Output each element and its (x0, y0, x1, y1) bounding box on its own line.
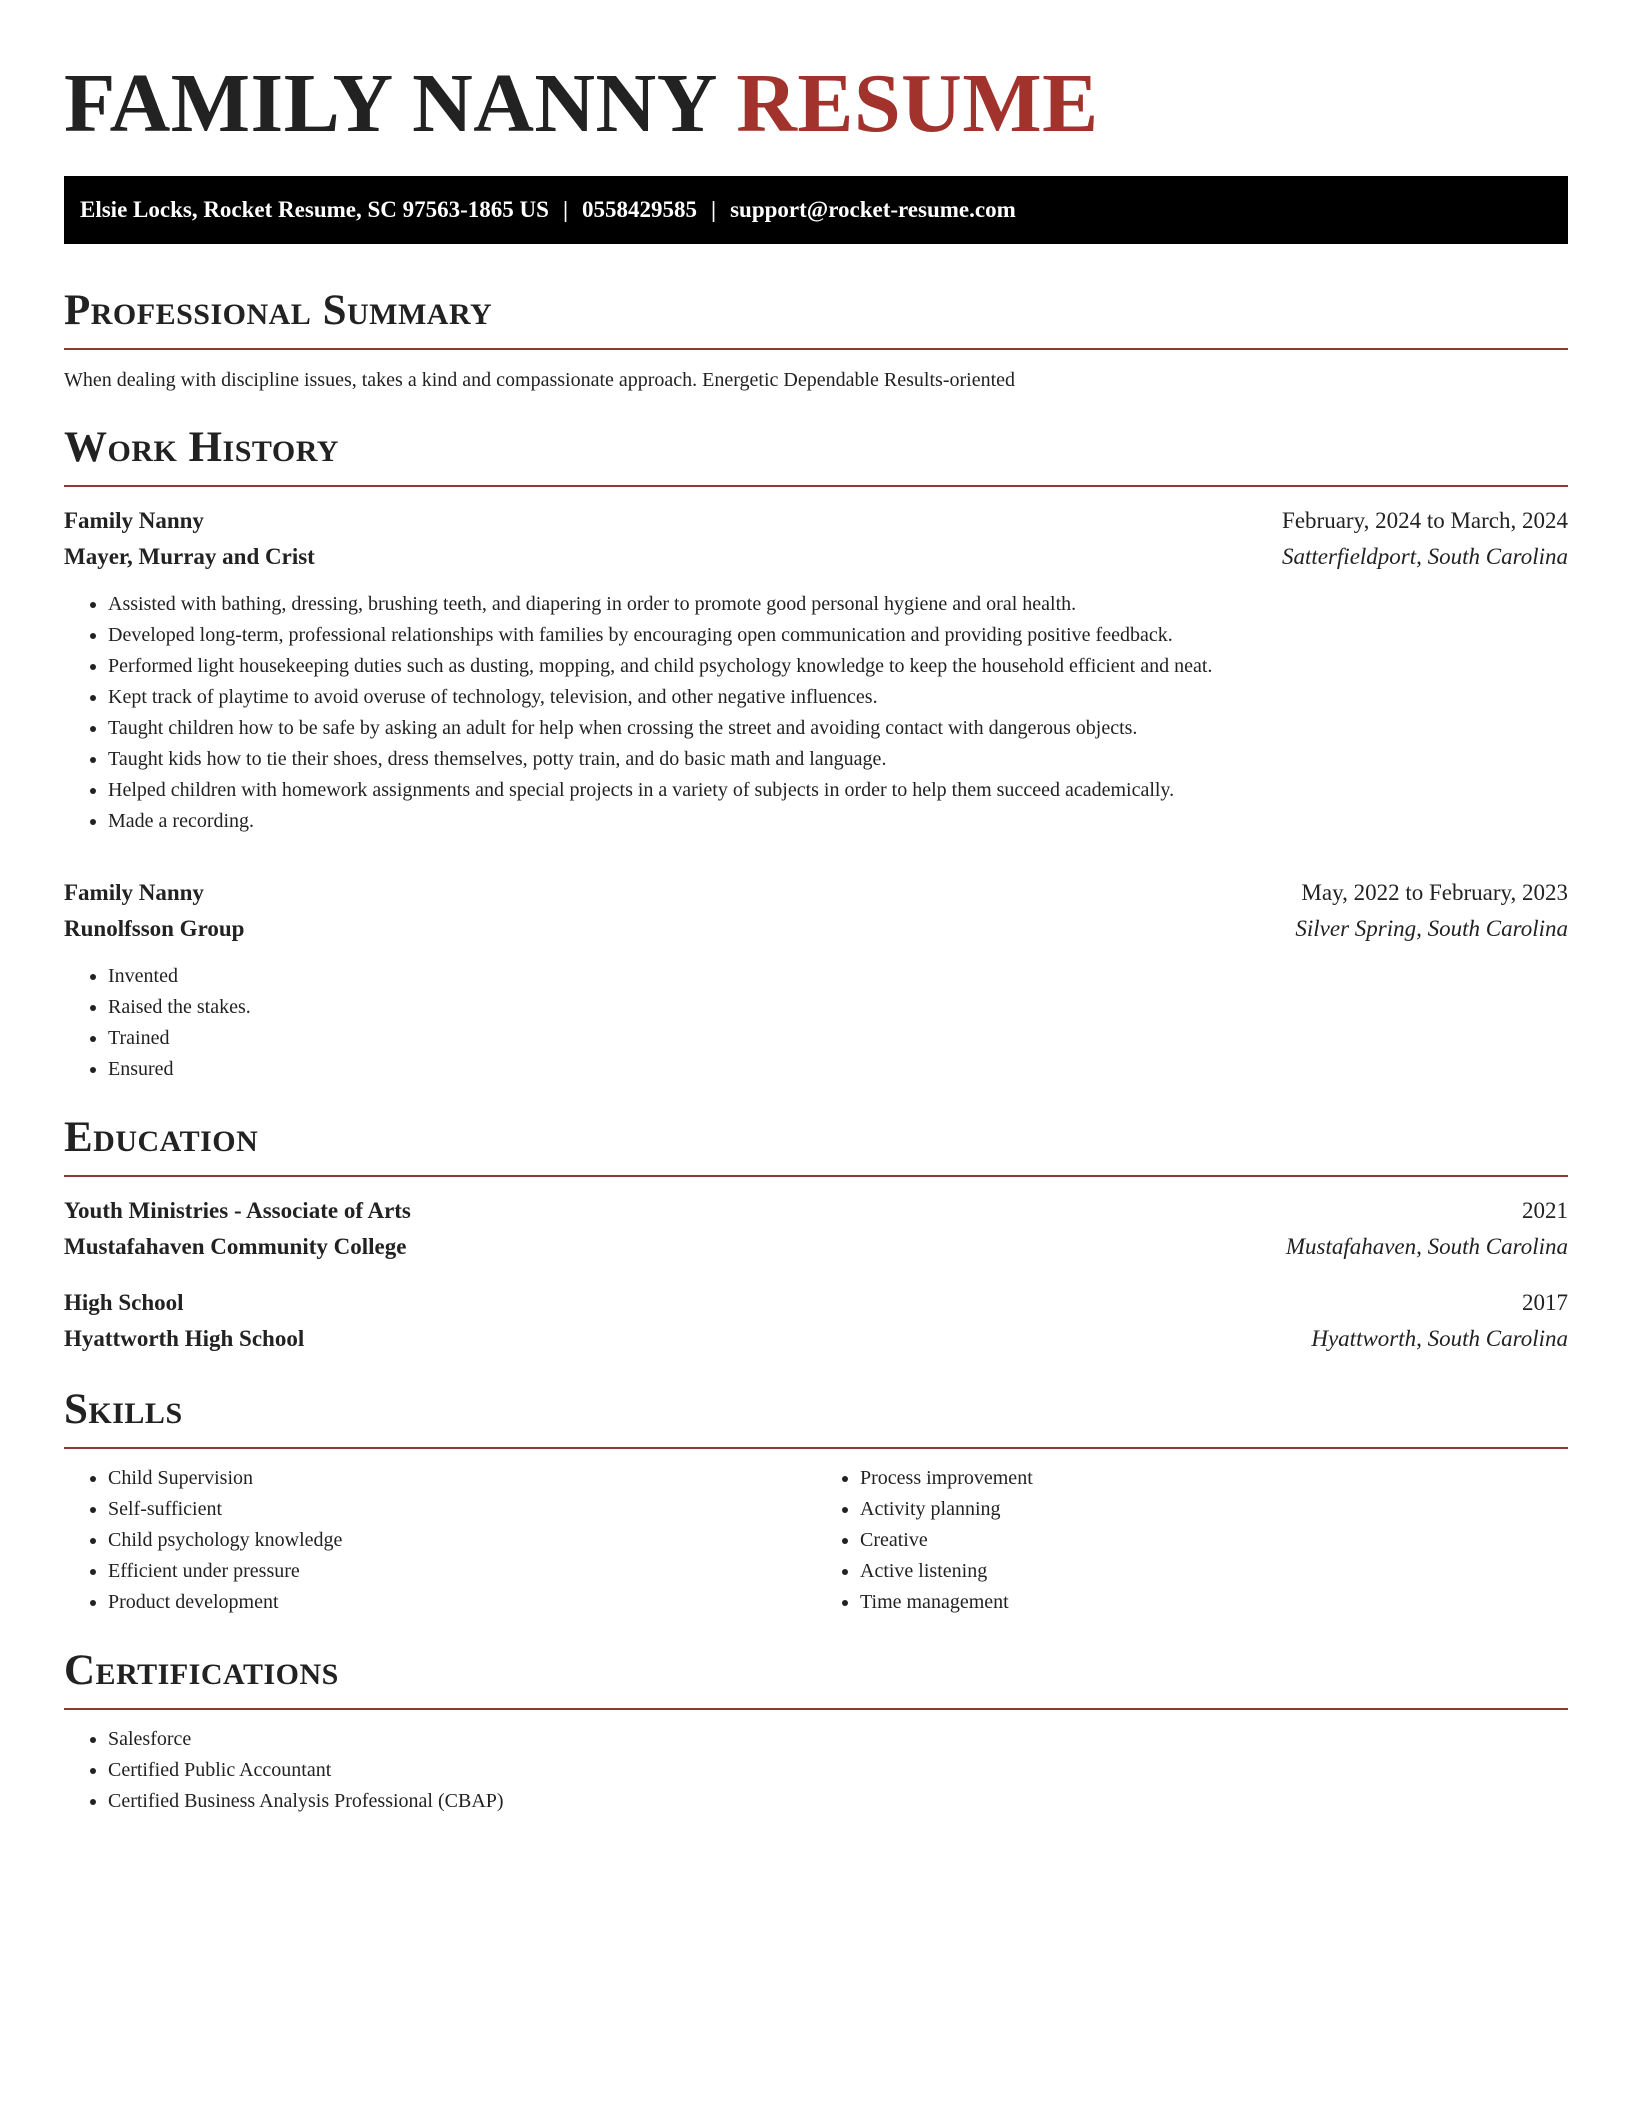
degree-name: High School (64, 1290, 184, 1315)
skills-heading: Skills (64, 1385, 1568, 1449)
certifications-list (64, 1724, 1568, 1817)
list-item: • Raised the stakes. (108, 992, 1568, 1023)
certifications-heading: Certifications (64, 1646, 1568, 1710)
education-entry-subheader (64, 1321, 1568, 1357)
certifications-section (64, 1646, 1568, 1817)
contact-separator: | (711, 197, 717, 222)
graduation-year: 2017 (1522, 1290, 1568, 1315)
list-item: • Active listening (860, 1556, 1568, 1587)
title-first-part: FAMILY NANNY (64, 57, 715, 150)
job-duties-list (64, 589, 1568, 837)
list-item: • Taught kids how to tie their shoes, dress themselves, potty train, and do basic math and language. (108, 744, 1568, 775)
degree-name: Youth Ministries - Associate of Arts (64, 1198, 411, 1223)
education-entry-header (64, 1285, 1568, 1321)
work-entry-subheader (64, 539, 1568, 575)
contact-address: Elsie Locks, Rocket Resume, SC 97563-1865 US (80, 197, 549, 222)
summary-heading: Professional Summary (64, 286, 1568, 350)
list-item: • Creative (860, 1525, 1568, 1556)
work-entry-header (64, 875, 1568, 911)
list-item: • Kept track of playtime to avoid overuse of technology, television, and other negative influences. (108, 682, 1568, 713)
list-item: • Time management (860, 1587, 1568, 1618)
school-location: Mustafahaven, South Carolina (1285, 1234, 1568, 1259)
list-item: • Child Supervision (108, 1463, 816, 1494)
list-item: • Made a recording. (108, 806, 1568, 837)
job-duties-list (64, 961, 1568, 1085)
list-item: • Ensured (108, 1054, 1568, 1085)
title-accent-part: RESUME (736, 57, 1099, 150)
job-dates: May, 2022 to February, 2023 (1301, 880, 1568, 905)
work-entry (64, 875, 1568, 1085)
company-name: Mayer, Murray and Crist (64, 544, 315, 569)
list-item: • Activity planning (860, 1494, 1568, 1525)
list-item: • Developed long-term, professional relationships with families by encouraging open communication and providing positive feedback. (108, 620, 1568, 651)
graduation-year: 2021 (1522, 1198, 1568, 1223)
job-location: Satterfieldport, South Carolina (1281, 544, 1568, 569)
list-item: • Efficient under pressure (108, 1556, 816, 1587)
job-dates: February, 2024 to March, 2024 (1282, 508, 1568, 533)
work-history-section (64, 423, 1568, 1085)
list-item: • Invented (108, 961, 1568, 992)
school-name: Hyattworth High School (64, 1326, 305, 1351)
summary-text: When dealing with discipline issues, takes a kind and compassionate approach. Energetic Dependable Results-oriented (64, 369, 1016, 391)
education-entry-subheader (64, 1229, 1568, 1265)
work-entry-subheader (64, 911, 1568, 947)
company-name: Runolfsson Group (64, 916, 245, 941)
work-entry-header (64, 503, 1568, 539)
work-entry (64, 503, 1568, 837)
skills-section (64, 1385, 1568, 1618)
education-heading: Education (64, 1113, 1568, 1177)
education-section (64, 1113, 1568, 1357)
education-entry (64, 1285, 1568, 1357)
skills-columns (64, 1463, 1568, 1618)
contact-email: support@rocket-resume.com (730, 197, 1016, 222)
list-item: • Certified Public Accountant (108, 1755, 1568, 1786)
resume-title (64, 56, 1568, 152)
skills-list-left (64, 1463, 816, 1618)
skills-list-right (816, 1463, 1568, 1618)
list-item: • Salesforce (108, 1724, 1568, 1755)
contact-phone: 0558429585 (582, 197, 698, 222)
work-history-heading: Work History (64, 423, 1568, 487)
job-title: Family Nanny (64, 508, 204, 533)
list-item: • Child psychology knowledge (108, 1525, 816, 1556)
list-item: • Certified Business Analysis Professional (CBAP) (108, 1786, 1568, 1817)
list-item: • Assisted with bathing, dressing, brushing teeth, and diapering in order to promote good personal hygiene and oral health. (108, 589, 1568, 620)
school-location: Hyattworth, South Carolina (1311, 1326, 1568, 1351)
list-item: • Trained (108, 1023, 1568, 1054)
job-title: Family Nanny (64, 880, 204, 905)
list-item: • Taught children how to be safe by asking an adult for help when crossing the street and avoiding contact with dangerous objects. (108, 713, 1568, 744)
job-location: Silver Spring, South Carolina (1295, 916, 1568, 941)
list-item: • Helped children with homework assignments and special projects in a variety of subjects in order to help them succeed academically. (108, 775, 1568, 806)
list-item: • Product development (108, 1587, 816, 1618)
education-entry (64, 1193, 1568, 1265)
contact-bar (64, 176, 1568, 244)
school-name: Mustafahaven Community College (64, 1234, 407, 1259)
list-item: • Performed light housekeeping duties such as dusting, mopping, and child psychology knowledge to keep the household efficient and neat. (108, 651, 1568, 682)
list-item: • Process improvement (860, 1463, 1568, 1494)
resume-page (64, 0, 1568, 1817)
contact-separator: | (562, 197, 569, 222)
education-entry-header (64, 1193, 1568, 1229)
summary-section (64, 286, 1568, 394)
list-item: • Self-sufficient (108, 1494, 816, 1525)
